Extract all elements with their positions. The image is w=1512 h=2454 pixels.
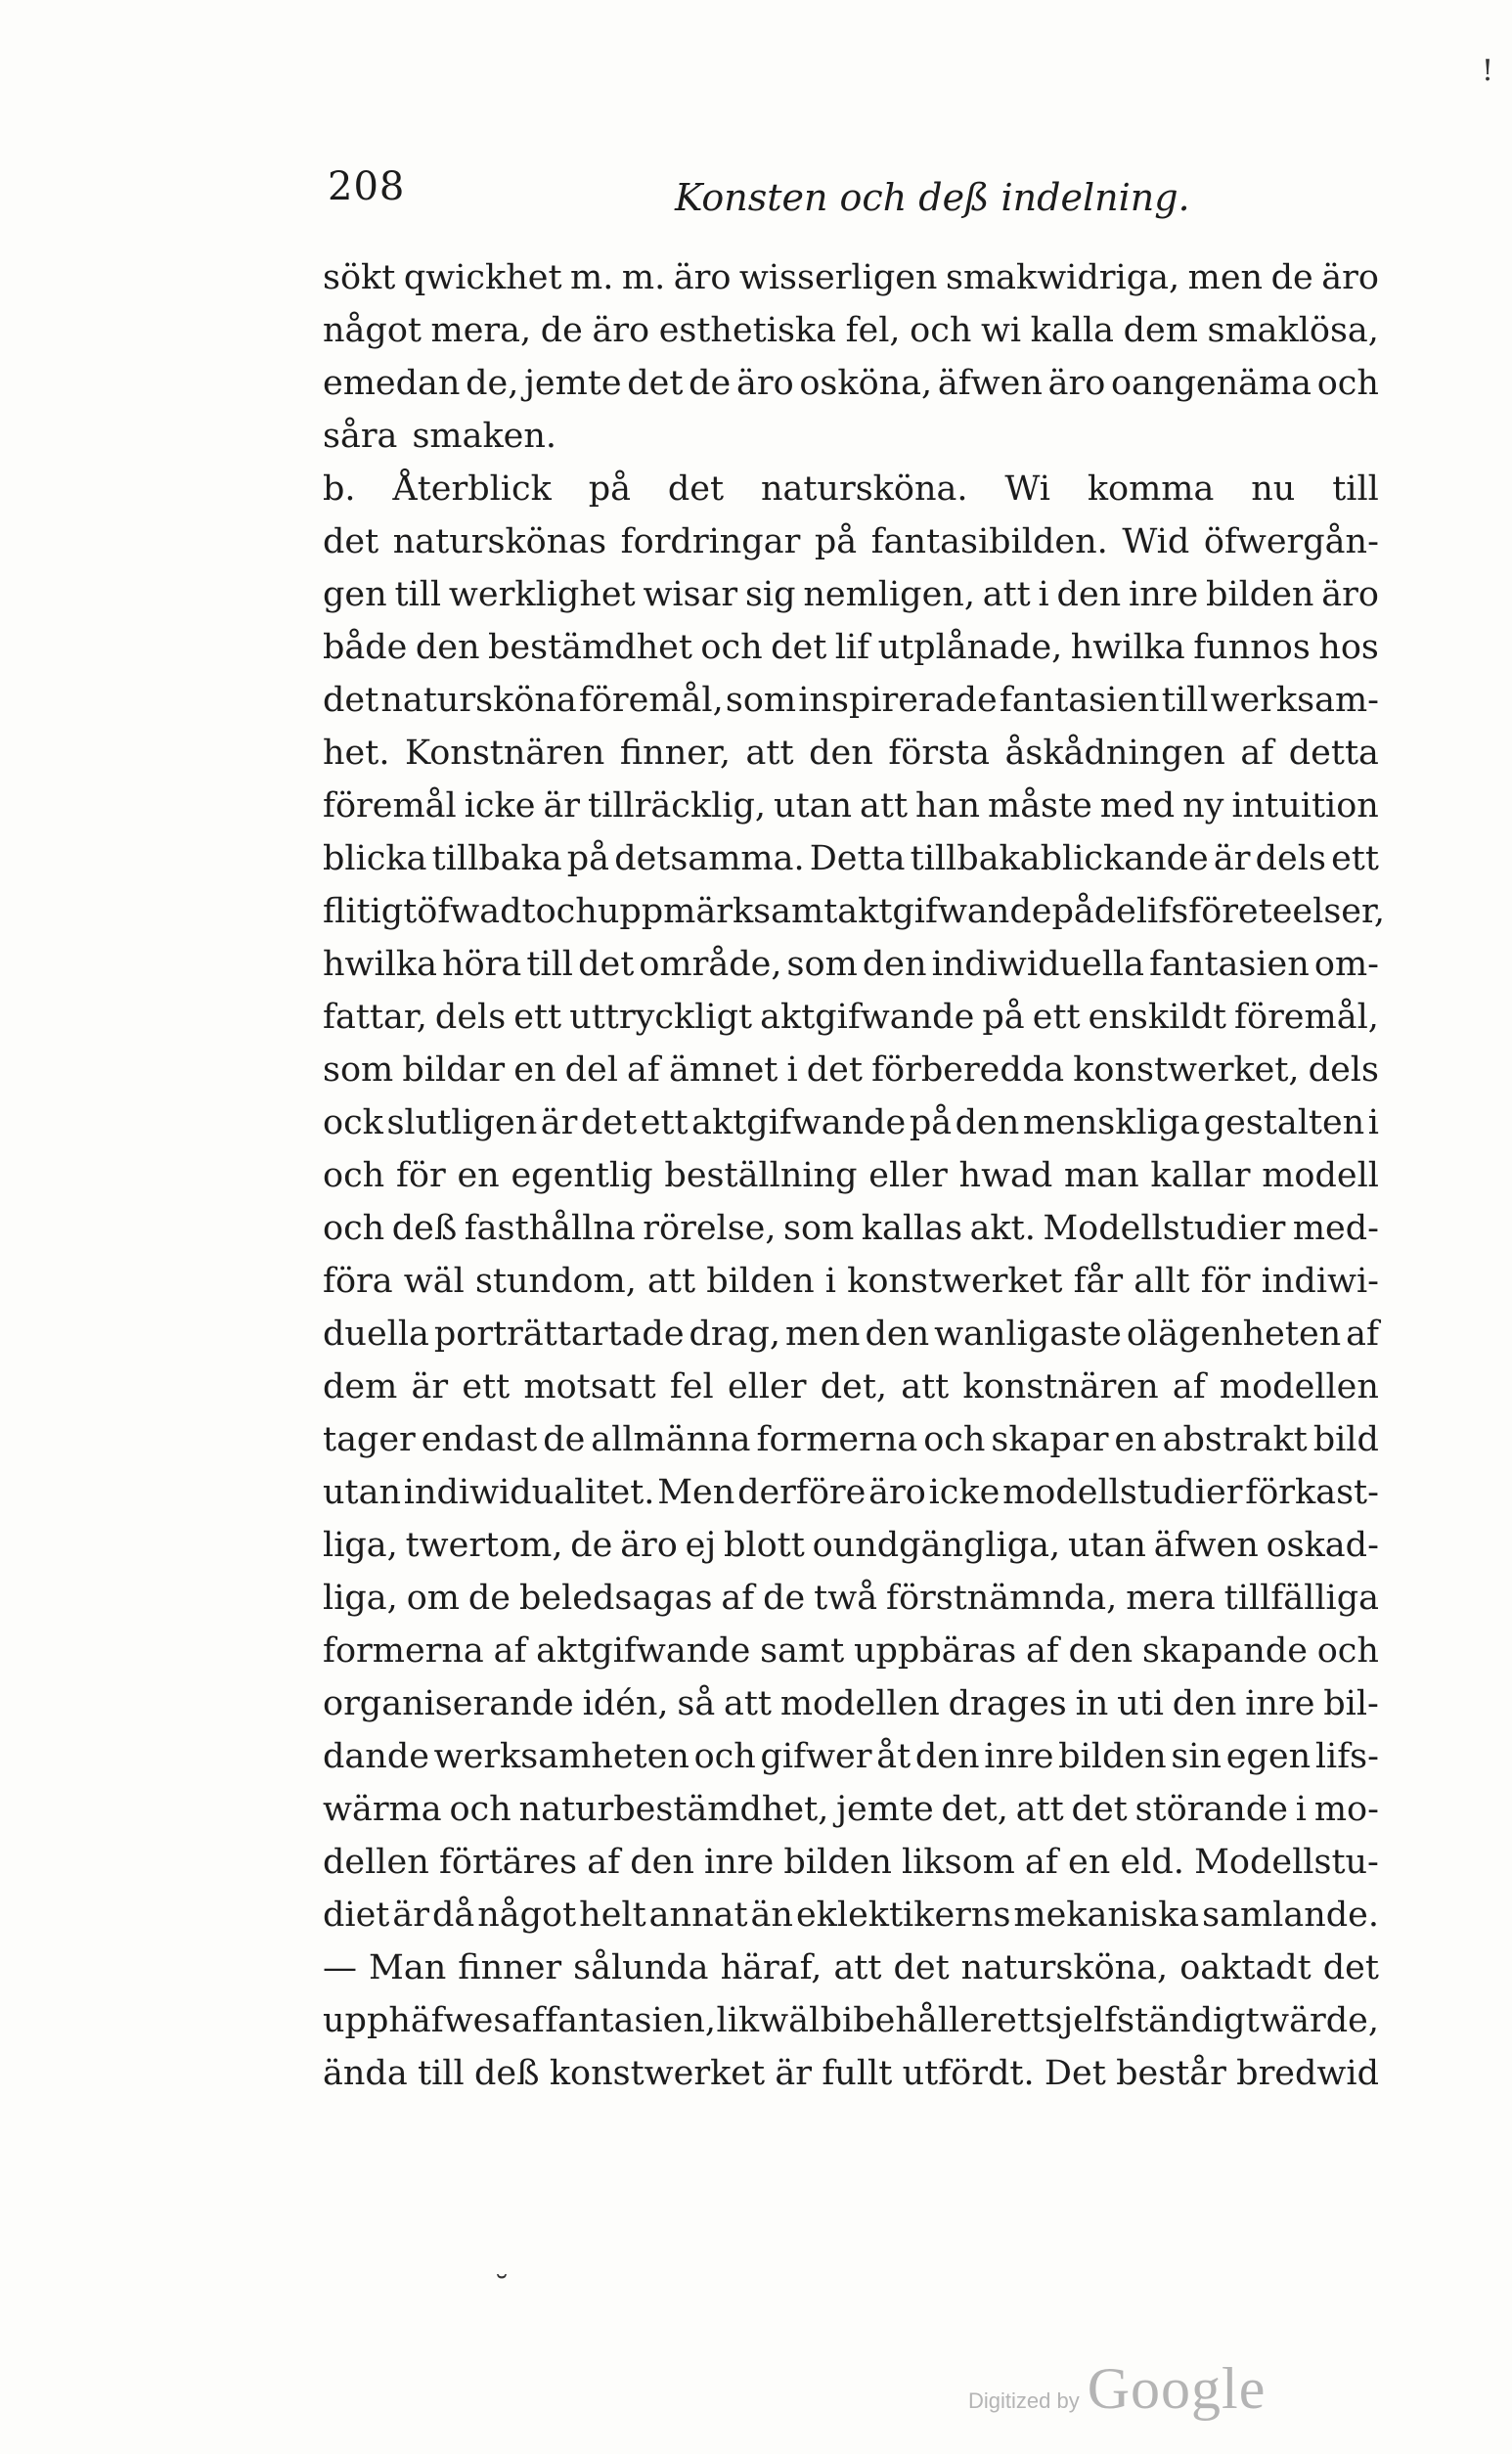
text-line: ock slutligen är det ett aktgifwande på den menskliga gestalten i	[323, 1103, 1379, 1142]
text-line: liga, twertom, de äro ej blott oundgängliga, utan äfwen oskad-	[323, 1526, 1379, 1565]
watermark-prefix: Digitized by	[968, 2388, 1080, 2413]
text-line: det naturskönas fordringar på fantasibilden. Wid öfwergån-	[323, 522, 1379, 561]
text-line: fattar, dels ett uttryckligt aktgifwande på ett enskildt föremål,	[323, 998, 1379, 1037]
text-line: liga, om de beledsagas af de twå förstnämnda, mera tillfälliga	[323, 1579, 1379, 1618]
text-line: wärma och naturbestämdhet, jemte det, att det störande i mo-	[323, 1790, 1379, 1829]
text-line: föremål icke är tillräcklig, utan att han måste med ny intuition	[323, 786, 1379, 825]
stray-mark-bottom: ˘	[494, 2269, 510, 2306]
google-logo: Google	[1087, 2356, 1267, 2421]
text-line: det natursköna föremål, som inspirerade fantasien till werksam-	[323, 681, 1379, 720]
text-line: tager endast de allmänna formerna och skapar en abstrakt bild	[323, 1420, 1379, 1459]
text-line: dellen förtäres af den inre bilden liksom af en eld. Modellstu-	[323, 1843, 1379, 1882]
text-line: dem är ett motsatt fel eller det, att konstnären af modellen	[323, 1367, 1379, 1406]
text-line: hwilka höra till det område, som den indiwiduella fantasien om-	[323, 945, 1379, 984]
text-line: upphäfwes af fantasien, likwäl bibehåller ett sjelfständigt wärde,	[323, 2001, 1379, 2040]
text-line: sökt qwickhet m. m. äro wisserligen smakwidriga, men de äro	[323, 258, 1379, 297]
text-line: het. Konstnären finner, att den första åskådningen af detta	[323, 734, 1379, 773]
text-line: duella porträttartade drag, men den wanligaste olägenheten af	[323, 1315, 1379, 1354]
text-line: diet är då något helt annat än eklektikerns mekaniska samlande.	[323, 1896, 1379, 1935]
text-line: — Man finner sålunda häraf, att det natursköna, oaktadt det	[323, 1948, 1379, 1987]
running-head: Konsten och deß indelning.	[675, 176, 1190, 219]
text-line: både den bestämdhet och det lif utplånade, hwilka funnos hos	[323, 628, 1379, 667]
text-line: såra smaken.	[323, 417, 557, 456]
text-line: ända till deß konstwerket är fullt utfördt. Det består bredwid	[323, 2054, 1379, 2093]
text-line: gen till werklighet wisar sig nemligen, att i den inre bilden äro	[323, 575, 1379, 614]
stray-mark-top: !	[1482, 54, 1494, 88]
text-line: som bildar en del af ämnet i det förberedda konstwerket, dels	[323, 1050, 1379, 1090]
text-line: blicka tillbaka på detsamma. Detta tillbakablickande är dels ett	[323, 839, 1379, 878]
text-line: föra wäl stundom, att bilden i konstwerket får allt för indiwi-	[323, 1262, 1379, 1301]
text-line: dande werksamheten och gifwer åt den inre bilden sin egen lifs-	[323, 1737, 1379, 1776]
text-line: b. Återblick på det natursköna. Wi komma nu till	[323, 469, 1379, 509]
text-line: och för en egentlig beställning eller hwad man kallar modell	[323, 1156, 1379, 1195]
text-line: organiserande idén, så att modellen drages in uti den inre bil-	[323, 1684, 1379, 1723]
text-line: formerna af aktgifwande samt uppbäras af den skapande och	[323, 1631, 1379, 1671]
text-line: emedan de, jemte det de äro osköna, äfwen äro oangenäma och	[323, 364, 1379, 403]
text-line: flitigt öfwadt och uppmärksamt aktgifwande på de lifsföreteelser,	[323, 892, 1386, 931]
text-line: något mera, de äro esthetiska fel, och wi kalla dem smaklösa,	[323, 311, 1379, 350]
digitized-by-google-watermark	[968, 2355, 1266, 2423]
text-line: utan indiwidualitet. Men derföre äro icke modellstudier förkast-	[323, 1473, 1379, 1512]
text-line: och deß fasthållna rörelse, som kallas akt. Modellstudier med-	[323, 1209, 1379, 1248]
body-text	[323, 251, 1386, 2100]
page-number: 208	[328, 164, 406, 209]
